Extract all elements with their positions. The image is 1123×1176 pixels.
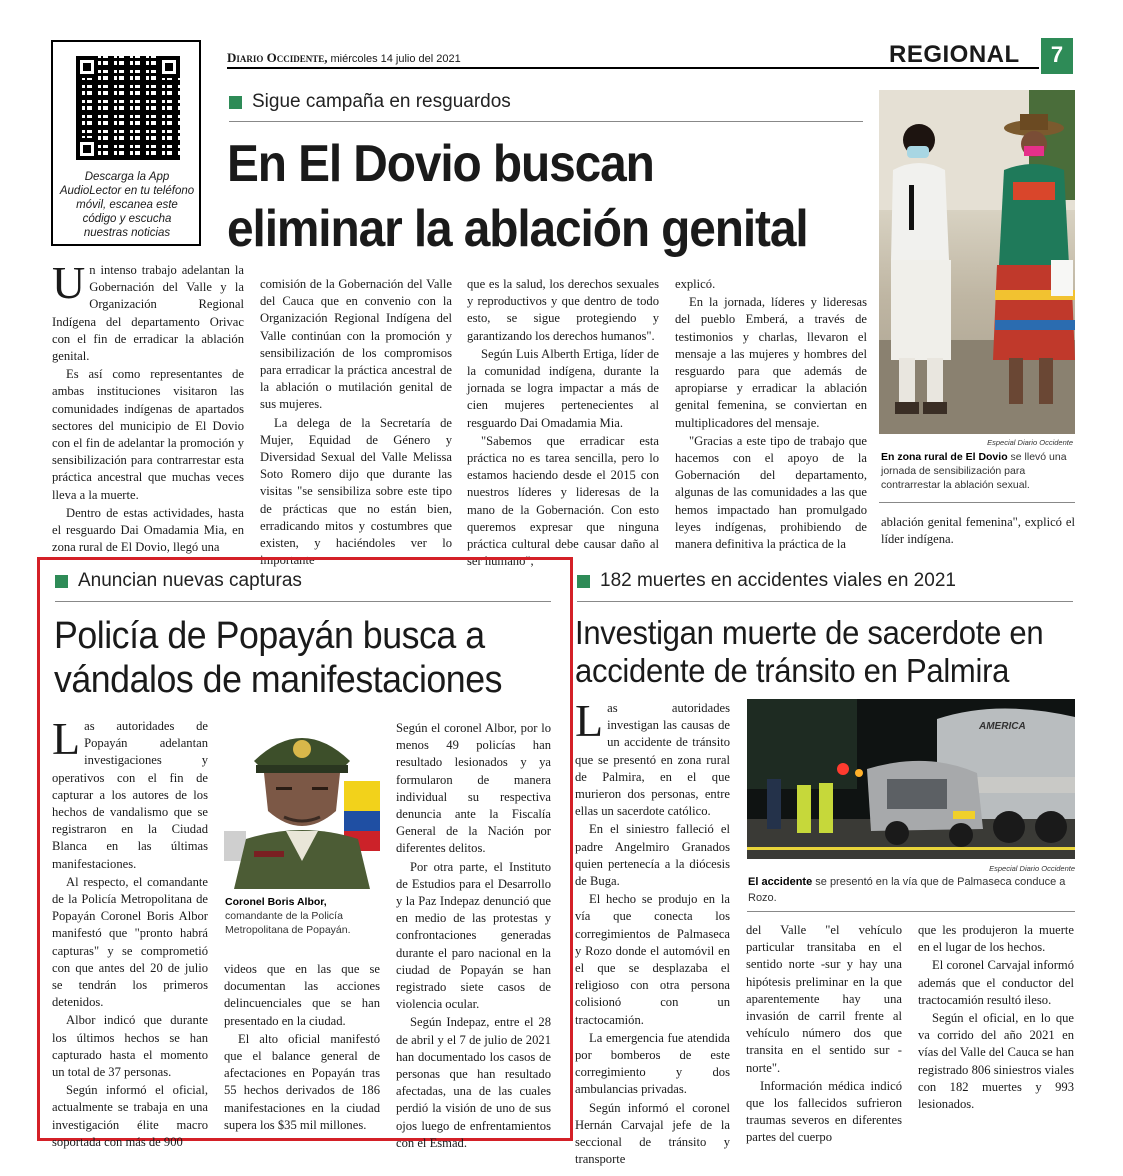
- story3-caption: El accidente se presentó en la vía que de Palmaseca conduce a Rozo.: [748, 876, 1066, 904]
- event-scene-image: [879, 90, 1075, 434]
- story2-kicker-rule: [55, 601, 551, 602]
- story1-col5: ablación genital femenina", explicó el líder indígena.: [881, 515, 1075, 547]
- story3-dropcap: L: [575, 695, 604, 746]
- story1-dropcap: U: [52, 257, 86, 308]
- story3-headline: Investigan muerte de sacerdote en accidente de tránsito en Palmira: [575, 614, 1044, 689]
- story1-col2: comisión de la Gobernación del Valle del Cauca que en convenio con la Organización Regional Indígena del Valle continúan con la promoción y sensibilización de los compromisos para erradicar la práctica ancestral de la ablación o mutilación genital de sus mujeres. La delega de la Secretaría de Mujer, Equidad de Género y Diversidad Sexual del Valle Melissa Soto Romero dijo que durante las visitas "se sensibiliza sobre este tipo de prácticas que no están bien, erradicando mitos y costumbres que existen, y haciéndoles ver lo importante: [260, 277, 452, 568]
- page-number: 7: [1041, 38, 1073, 74]
- story1-caption: En zona rural de El Dovio se llevó una jornada de sensibilización para contrarrestar la ablación sexual.: [881, 451, 1067, 491]
- story2-headline: Policía de Popayán busca a vándalos de manifestaciones: [54, 615, 502, 701]
- issue-date: miércoles 14 julio del 2021: [330, 53, 461, 65]
- section-title: REGIONAL: [889, 41, 1020, 68]
- story2-col2: videos que en las que se documentan las acciones delincuenciales que se han presentado en la ciudad. El alto oficial manifestó que el balance general de afectaciones en Popayán tras 55 hechos derivados de 186 manifestaciones en la ciudad supera los $35 mil millones.: [224, 962, 380, 1132]
- story1-col3: que es la salud, los derechos sexuales y reproductivos y que dentro de todo esto, se sigue protegiendo y garantizando los derechos humanos". Según Luis Alberth Ertiga, líder de la comunidad indígena, durante la jornada se logra impactar a más de cien mujeres pertenecientes al resguardo Dai Omadamia Mia. "Sabemos que erradicar esta práctica no es tarea sencilla, pero lo estamos haciendo desde el 2015 con nuestros líderes y lideresas de la mano de la Gobernación. Con esto queremos expresar que ninguna práctica cultural debe causar daño al ser humano",: [467, 277, 659, 569]
- accident-scene-image: [747, 699, 1075, 859]
- paper-name: Diario Occidente,: [227, 50, 328, 65]
- kicker-square-icon: [55, 575, 68, 588]
- kicker-square-icon: [229, 96, 242, 109]
- story3-photo: [747, 699, 1075, 859]
- story1-col1: Un intenso trabajo adelantan la Gobernación del Valle y la Organización Regional Indígena del departamento Orivac con el fin de erradicar la ablación genital. Es así como representantes de ambas instituciones visitaron las comunidades indígenas de apartados sectores del municipio de El Dovio con el fin de adelantar la promoción y sensibilización para contrarrestar esta práctica ancestral que muchas veces lleva a la muerte. Dentro de estas actividades, hasta el resguardo Dai Omadamia Mia, en zona rural de El Dovio, llegó una: [52, 257, 244, 555]
- story3-photo-credit: Especial Diario Occidente: [989, 864, 1075, 873]
- story1-photo-credit: Especial Diario Occidente: [987, 438, 1073, 447]
- story1-photo: [879, 90, 1075, 434]
- story2-dropcap: L: [52, 713, 81, 764]
- story1-kicker-rule: [229, 121, 863, 122]
- story3-kicker: 182 muertes en accidentes viales en 2021: [577, 570, 956, 592]
- kicker-square-icon: [577, 575, 590, 588]
- qr-caption: Descarga la App AudioLector en tu teléfono móvil, escanea este código y escucha nuestras noticias: [59, 171, 195, 239]
- qr-code-icon[interactable]: [76, 56, 180, 160]
- story3-col1: Las autoridades investigan las causas de un accidente de tránsito que se presentó en zona rural de Palmira, en el que murieron dos personas, entre ellas un sacerdote católico. En el siniestro falleció el padre Angelmiro Granados quien pertenecía a la diócesis de Buga. El hecho se produjo en la vía que conecta los corregimientos de Palmaseca y Rozo donde el automóvil en el que se desplazaba el religioso con otra persona colisionó con un tractocamión. La emergencia fue atendida por bomberos de este corregimiento y dos ambulancias privadas. Según informó el coronel Hernán Carvajal jefe de la seccional de tránsito y transporte: [575, 695, 730, 1167]
- story1-kicker: Sigue campaña en resguardos: [229, 91, 511, 113]
- story2-col3: Según el coronel Albor, por lo menos 49 policías han resultado lesionados y ya formularon de manera individual su respectiva denuncia ante la Fiscalía General de la Nación por diferentes delitos. Por otra parte, el Instituto de Estudios para el Desarrollo y la Paz Indepaz denunció que en medio de las protestas y confrontaciones generadas durante el paro nacional en la ciudad de Popayán se han registrado siete casos de violencia ocular. Según Indepaz, entre el 28 de abril y el 7 de julio de 2021 han documentado los casos de personas que han resultado afectadas, una de las cuales perdió la visión de uno de sus ojos luego de enfrentamientos con el Esmad.: [396, 721, 551, 1150]
- story2-col1: Las autoridades de Popayán adelantan investigaciones y operativos con el fin de capturar a los autores de los hechos de vandalismo que se registraron en la Ciudad Blanca en las últimas manifestaciones. Al respecto, el comandante de la Policía Metropolitana de Popayán Coronel Boris Albor manifestó que "pronto habrá capturas" y se comprometió con que antes del 20 de julio se tendrán los primeros detenidos. Albor indicó que durante los últimos hechos se han capturado hasta el momento un total de 37 personas. Según informó el oficial, actualmente se trabaja en una investigación élite macro soportada con más de 900: [52, 713, 208, 1149]
- story2-kicker: Anuncian nuevas capturas: [55, 570, 302, 592]
- story3-col2: del Valle "el vehículo particular transitaba en el sentido norte -sur y hay una hipótesis preliminar en la que aparentemente hay una invasión de carril frente al vehículo número dos que transita en el sentido sur - norte". Información médica indicó que los fallecidos sufrieron traumas severos en diferentes partes del cuerpo: [746, 923, 902, 1145]
- story1-caption-rule: [879, 502, 1075, 503]
- story2-photo: [224, 721, 380, 889]
- story3-kicker-rule: [577, 601, 1073, 602]
- story2-caption: Coronel Boris Albor, comandante de la Policía Metropolitana de Popayán.: [225, 896, 351, 936]
- truck-brand-text: AMERICA: [979, 721, 1026, 732]
- story3-caption-rule: [747, 911, 1075, 912]
- story1-headline: En El Dovio buscan eliminar la ablación genital: [227, 135, 808, 258]
- qr-box: [51, 40, 201, 246]
- officer-portrait-image: [224, 721, 380, 889]
- story1-col4: explicó. En la jornada, líderes y lideresas del pueblo Emberá, a través de testimonios y charlas, llevaron el mensaje a las mujeres y hombres del resguardo para que además de apropiarse y erradicar la ablación genital femenina, se conviertan en multiplicadores del mensaje. "Gracias a este tipo de trabajo que hacemos con el apoyo de la Gobernación del departamento, algunas de las comunidades a las que hemos impactado han promulgado leyes indígenas, prohibiendo de manera definitiva la práctica de la: [675, 277, 867, 552]
- story3-col3: que les produjeron la muerte en el lugar de los hechos. El coronel Carvajal informó además que el conductor del tractocamión resultó ileso. Según el oficial, en lo que va corrido del año 2021 en vías del Valle del Cauca se han registrado 806 siniestros viales con 182 muertes y 993 lesionados.: [918, 923, 1074, 1112]
- masthead-line: [227, 50, 461, 66]
